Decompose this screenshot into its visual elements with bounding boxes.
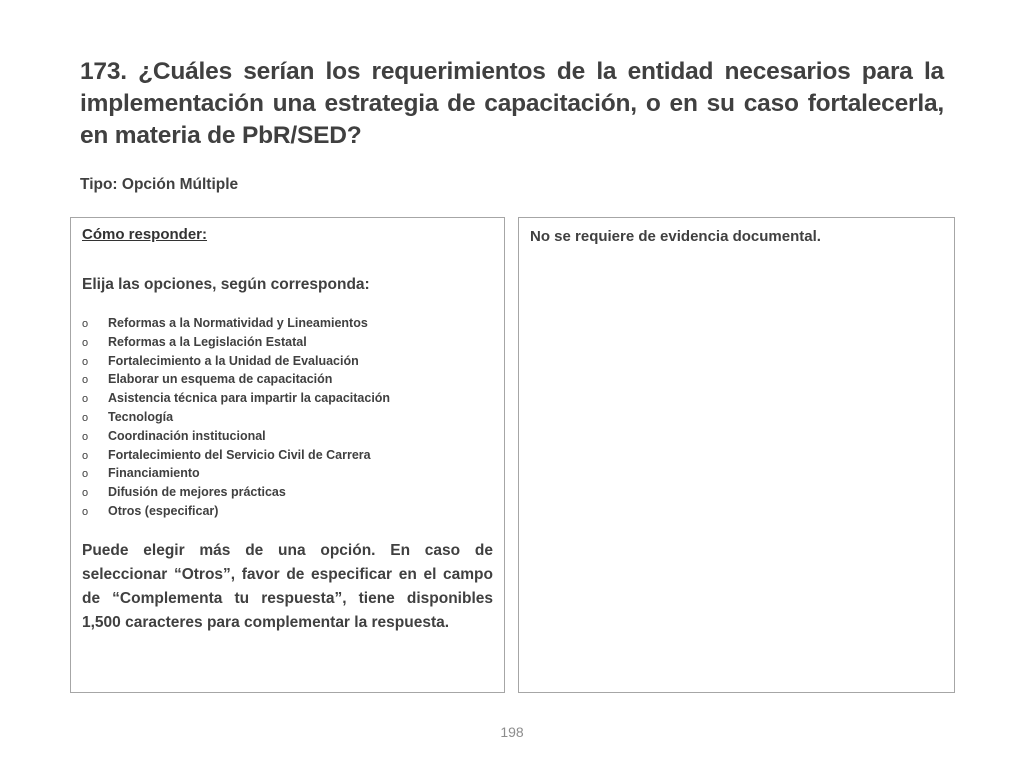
circle-bullet-icon: o: [82, 505, 89, 518]
evidence-panel: [518, 217, 955, 693]
option-item: [82, 408, 390, 427]
circle-bullet-icon: o: [82, 411, 89, 424]
option-label: Fortalecimiento del Servicio Civil de Carrera: [108, 447, 371, 462]
option-item: [82, 427, 390, 446]
option-item: [82, 483, 390, 502]
option-label: Otros (especificar): [108, 503, 219, 518]
circle-bullet-icon: o: [82, 393, 89, 406]
option-item: [82, 314, 390, 333]
circle-bullet-icon: o: [82, 318, 89, 330]
option-label: Coordinación institucional: [108, 428, 266, 443]
option-item: [82, 464, 390, 483]
option-label: Elaborar un esquema de capacitación: [108, 372, 333, 387]
circle-bullet-icon: o: [82, 468, 89, 481]
choose-options-label: Elija las opciones, según corresponda:: [82, 276, 370, 293]
how-to-answer-heading: Cómo responder:: [82, 226, 208, 243]
option-label: Fortalecimiento a la Unidad de Evaluación: [108, 353, 359, 368]
option-item: [82, 446, 390, 465]
option-item: [82, 502, 390, 521]
option-label: Reformas a la Normatividad y Lineamientos: [108, 316, 368, 330]
option-label: Financiamiento: [108, 466, 200, 481]
evidence-requirement: No se requiere de evidencia documental.: [530, 228, 821, 245]
option-label: Asistencia técnica para impartir la capacitación: [108, 391, 391, 406]
circle-bullet-icon: o: [82, 355, 89, 368]
question-title: 173. ¿Cuáles serían los requerimientos de la entidad necesarios para la implementación una estrategia de capacitación, o en su caso fortalecerla, en materia de PbR/SED?: [80, 58, 944, 149]
option-label: Tecnología: [108, 409, 174, 424]
option-item: [82, 333, 390, 352]
circle-bullet-icon: o: [82, 487, 89, 500]
options-list: [82, 314, 390, 521]
option-label: Difusión de mejores prácticas: [108, 485, 286, 500]
circle-bullet-icon: o: [82, 449, 89, 462]
option-item: [82, 352, 390, 371]
option-label: Reformas a la Legislación Estatal: [108, 334, 307, 349]
page-number: 198: [500, 724, 524, 740]
question-type: Tipo: Opción Múltiple: [80, 176, 239, 193]
instructions-panel: [70, 217, 505, 693]
circle-bullet-icon: o: [82, 374, 89, 387]
option-item: [82, 370, 390, 389]
circle-bullet-icon: o: [82, 336, 89, 349]
option-item: [82, 389, 390, 408]
multiple-choice-note: Puede elegir más de una opción. En caso de seleccionar “Otros”, favor de especificar en el campo de “Complementa tu respuesta”, tiene disponibles 1,500 caracteres para complementar la respuesta.: [82, 542, 493, 631]
circle-bullet-icon: o: [82, 430, 89, 443]
